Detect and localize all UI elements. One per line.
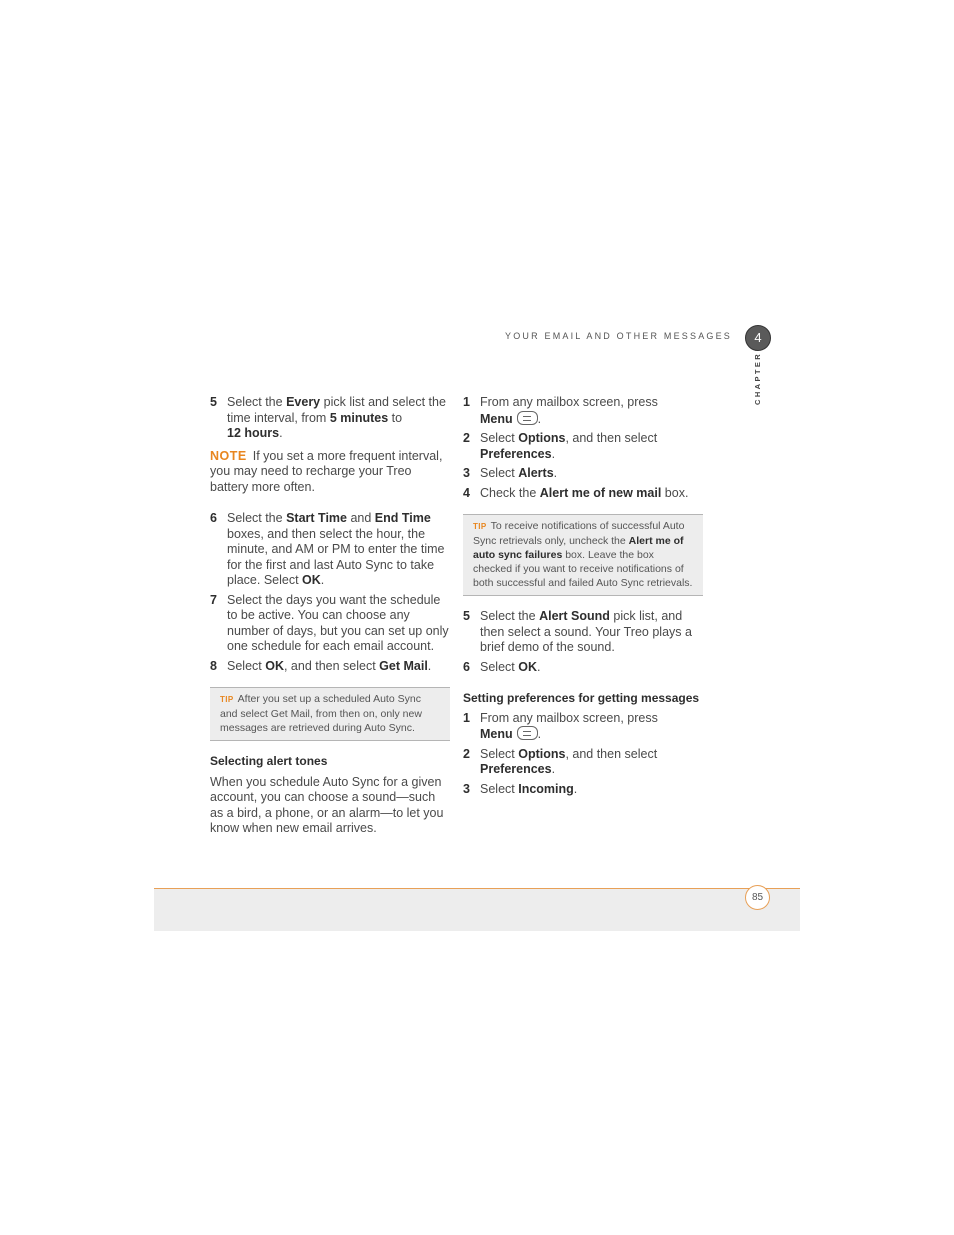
get-step-2-options: 2 Select Options, and then select Preferences. [463, 746, 658, 776]
chapter-number-badge: 4 [745, 325, 771, 351]
step-5-interval: 5 Select the Every pick list and select the time interval, from 5 minutes to 12 hours. [210, 395, 446, 440]
get-step-1-menu: 1 From any mailbox screen, press Menu . [463, 710, 658, 741]
note-battery: NOTE If you set a more frequent interval, you may need to recharge your Treo battery more often. [210, 448, 443, 494]
step-2-options: 2 Select Options, and then select Preferences. [463, 431, 658, 461]
step-8-get-mail: 8 Select OK, and then select Get Mail. [210, 658, 432, 673]
left-column [210, 395, 450, 837]
running-head: YOUR EMAIL AND OTHER MESSAGES [505, 331, 732, 341]
right-column [463, 395, 703, 797]
step-5-alert-sound: 5 Select the Alert Sound pick list, and then select a sound. Your Treo plays a brief demo of the sound. [463, 609, 692, 654]
tip-label: TIP [220, 695, 234, 704]
step-3-alerts: 3 Select Alerts. [463, 466, 558, 480]
step-1-menu: 1 From any mailbox screen, press Menu . [463, 395, 658, 426]
note-label: NOTE [210, 448, 247, 463]
step-6-time: 6 Select the Start Time and End Time boxes, and then select the hour, the minute, and AM or PM to enter the time for the first and last Auto Sync to take place. Select OK. [210, 511, 445, 587]
tip-auto-sync: TIP After you set up a scheduled Auto Sync and select Get Mail, from then on, only new messages are retrieved during Auto Sync. [210, 687, 450, 741]
tip-notifications: TIP To receive notifications of successful Auto Sync retrievals only, uncheck the Alert me of auto sync failures box. Leave the box checked if you want to receive notifications of both successful and failed Auto Sync retrievals. [463, 514, 703, 596]
step-7-days: 7 Select the days you want the schedule to be active. You can choose any number of days, but you can set up only one schedule for each email account. [210, 592, 449, 653]
footer-band [154, 888, 800, 931]
section-heading-alert-tones: Selecting alert tones [210, 754, 328, 768]
page-number: 85 [745, 885, 770, 910]
step-6-ok: 6 Select OK. [463, 659, 541, 674]
paragraph-alert-tones: When you schedule Auto Sync for a given account, you can choose a sound—such as a bird, a phone, or an alarm—to let you know when new email arrives. [210, 774, 444, 835]
menu-key-icon [517, 726, 538, 740]
menu-key-icon [517, 411, 538, 425]
get-step-3-incoming: 3 Select Incoming. [463, 781, 578, 796]
tip-label: TIP [473, 522, 487, 531]
step-4-alert-box: 4 Check the Alert me of new mail box. [463, 485, 689, 500]
section-heading-getting-messages: Setting preferences for getting messages [463, 691, 700, 705]
chapter-label: CHAPTER [753, 351, 762, 405]
